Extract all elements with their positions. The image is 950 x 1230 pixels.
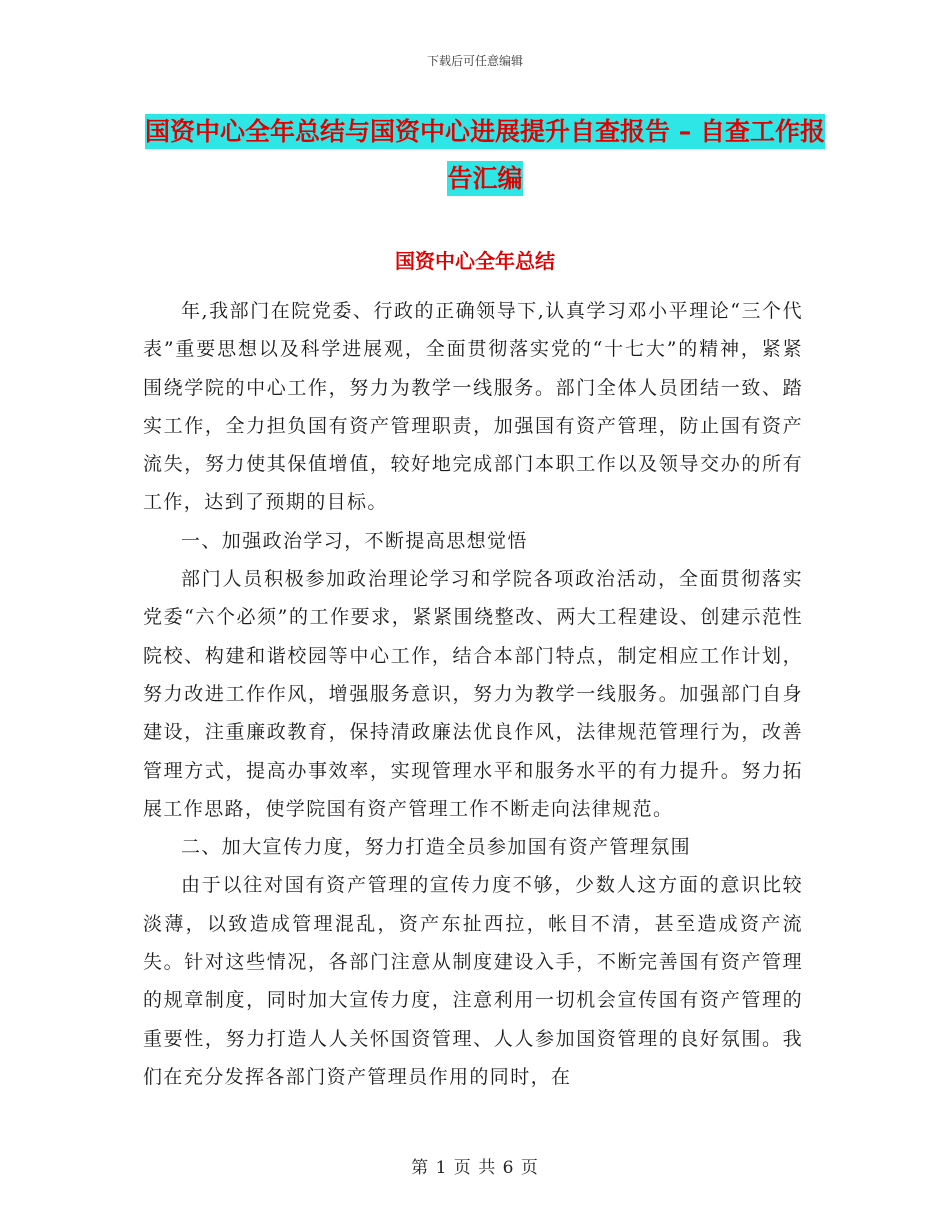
header-note: 下载后可任意编辑 xyxy=(426,54,523,68)
section-title: 国资中心全年总结 xyxy=(395,249,555,273)
page-footer: 第 1 页 共 6 页 xyxy=(411,1158,539,1178)
paragraph-publicity: 由于以往对国有资产管理的宣传力度不够，少数人这方面的意识比较淡薄，以致造成管理混乱，资产东扯西拉，帐目不清，甚至造成资产流失。针对这些情况，各部门注意从制度建设入手，不断完善国有资产管理的规章制度，同时加大宣传力度，注意利用一切机会宣传国有资产管理的重要性，努力打造人人关怀国资管理、人人参加国资管理的良好氛围。我们在充分发挥各部门资产管理员作用的同时，在 xyxy=(143,874,803,1088)
heading-publicity: 二、加大宣传力度，努力打造全员参加国有资产管理氛围 xyxy=(181,836,692,859)
document-title-text: 国资中心全年总结与国资中心进展提升自查报告 – 自查工作报告汇编 xyxy=(145,114,825,196)
document-body xyxy=(143,292,803,1096)
document-title xyxy=(140,108,830,202)
paragraph-intro: 年,我部门在院党委、行政的正确领导下,认真学习邓小平理论“三个代表”重要思想以及科学进展观，全面贯彻落实党的“十七大”的精神，紧紧围绕学院的中心工作，努力为教学一线服务。部门全体人员团结一致、踏实工作，全力担负国有资产管理职责，加强国有资产管理，防止国有资产流失，努力使其保值增值，较好地完成部门本职工作以及领导交办的所有工作，达到了预期的目标。 xyxy=(143,300,803,514)
paragraph-political-study: 部门人员积极参加政治理论学习和学院各项政治活动，全面贯彻落实党委“六个必须”的工作要求，紧紧围绕整改、两大工程建设、创建示范性院校、构建和谐校园等中心工作，结合本部门特点，制定相应工作计划，努力改进工作作风，增强服务意识，努力为教学一线服务。加强部门自身建设，注重廉政教育，保持清政廉法优良作风，法律规范管理行为，改善管理方式，提高办事效率，实现管理水平和服务水平的有力提升。努力拓展工作思路，使学院国有资产管理工作不断走向法律规范。 xyxy=(143,568,803,820)
heading-political-study: 一、加强政治学习，不断提高思想觉悟 xyxy=(181,529,528,552)
